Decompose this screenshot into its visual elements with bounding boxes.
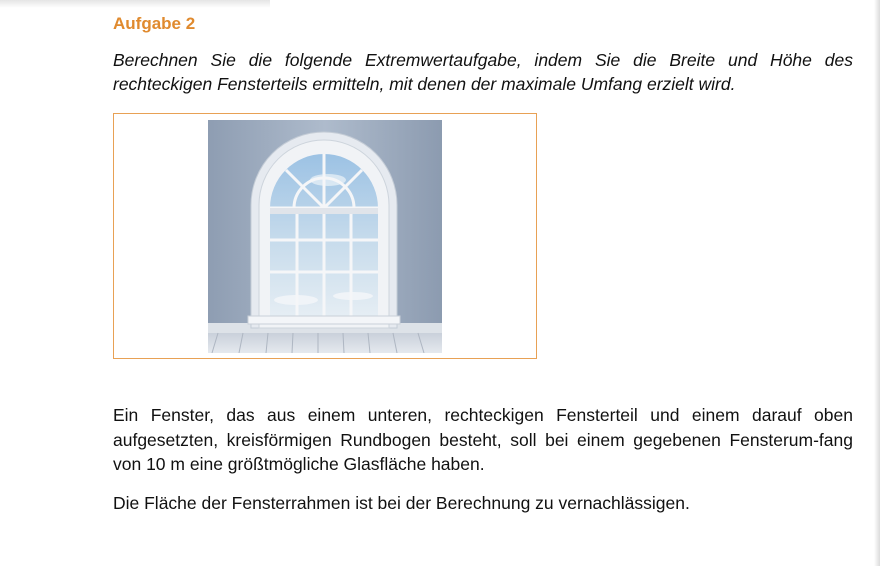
arched-window-illustration	[208, 120, 442, 353]
task-instructions: Berechnen Sie die folgende Extremwertaufgabe, indem Sie die Breite und Höhe des rechteckigen Fensterteils ermitteln, mit denen der maximale Umfang erzielt wird.	[113, 50, 853, 94]
figure-frame	[113, 113, 537, 359]
top-shadow	[0, 0, 270, 8]
page-edge	[874, 0, 880, 566]
problem-description: Ein Fenster, das aus einem unteren, rechteckigen Fensterteil und einem darauf oben aufgesetzten, kreisförmigen Rundbogen besteht, soll bei einem gegebenen Fensterum-fang von 10 m eine größtmögliche Glasfläche haben.	[113, 405, 853, 474]
problem-note: Die Fläche der Fensterrahmen ist bei der Berechnung zu vernachlässigen.	[113, 493, 690, 513]
task-heading: Aufgabe 2	[113, 14, 196, 33]
